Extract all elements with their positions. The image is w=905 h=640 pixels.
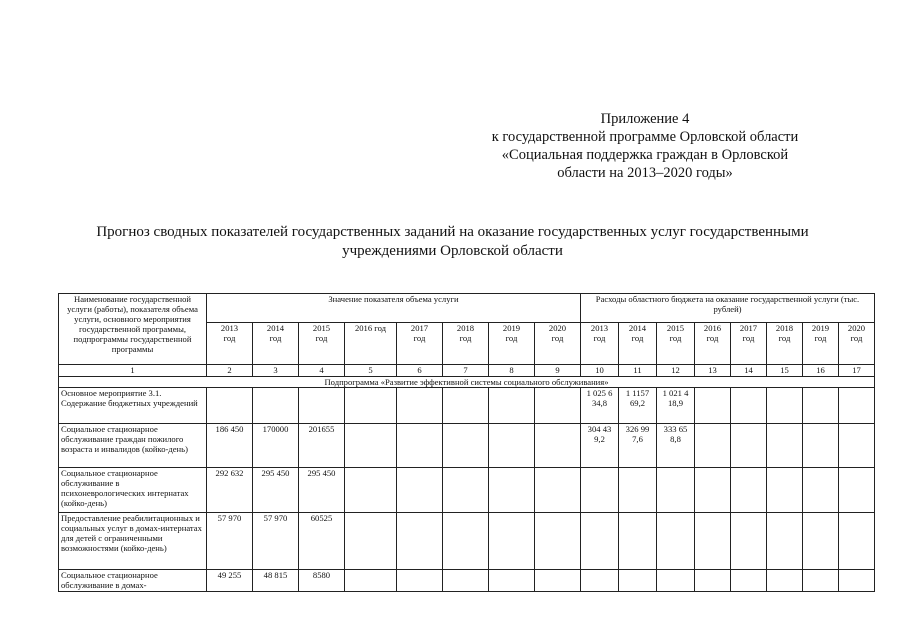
column-number: 13 bbox=[695, 365, 731, 377]
expense-cell bbox=[695, 388, 731, 424]
appendix-header bbox=[480, 110, 810, 182]
column-number: 9 bbox=[535, 365, 581, 377]
service-name-cell: Основное мероприятие 3.1. Содержание бюджетных учреждений bbox=[59, 388, 207, 424]
volume-cell bbox=[535, 388, 581, 424]
expense-cell bbox=[839, 570, 875, 592]
volume-cell: 295 450 bbox=[253, 468, 299, 513]
volume-cell: 57 970 bbox=[207, 513, 253, 570]
year-word: год bbox=[814, 333, 827, 343]
volume-cell bbox=[535, 513, 581, 570]
year-word: год bbox=[315, 333, 328, 343]
volume-cell bbox=[489, 513, 535, 570]
expense-cell bbox=[695, 513, 731, 570]
year-word: год bbox=[593, 333, 606, 343]
expense-cell: 1 021 4 18,9 bbox=[657, 388, 695, 424]
year-word: год bbox=[505, 333, 518, 343]
year-word: год bbox=[459, 333, 472, 343]
volume-cell: 60525 bbox=[299, 513, 345, 570]
volume-year-header bbox=[443, 323, 489, 365]
table-row bbox=[59, 468, 875, 513]
service-name-cell: Социальное стационарное обслуживание в психоневрологических интернатах (койко-день) bbox=[59, 468, 207, 513]
column-number: 10 bbox=[581, 365, 619, 377]
expense-cell bbox=[767, 424, 803, 468]
year-label: 2014 bbox=[628, 323, 647, 333]
year-label: 2013 bbox=[590, 323, 609, 333]
appendix-line: области на 2013–2020 годы» bbox=[557, 165, 733, 181]
volume-cell bbox=[535, 424, 581, 468]
volume-cell bbox=[397, 468, 443, 513]
appendix-line: «Социальная поддержка граждан в Орловской bbox=[501, 147, 789, 163]
volume-cell: 186 450 bbox=[207, 424, 253, 468]
year-label: 2013 bbox=[220, 323, 239, 333]
service-name-cell: Предоставление реабилитационных и социальных услуг в домах-интернатах для детей с ограниченными возможностями (койко-день) bbox=[59, 513, 207, 570]
year-word: год bbox=[850, 333, 863, 343]
appendix-line: Приложение 4 bbox=[600, 111, 690, 127]
volume-cell bbox=[443, 388, 489, 424]
year-label: 2019 bbox=[502, 323, 521, 333]
volume-cell: 49 255 bbox=[207, 570, 253, 592]
year-label: 2019 bbox=[811, 323, 830, 333]
column-number: 2 bbox=[207, 365, 253, 377]
expense-cell bbox=[767, 388, 803, 424]
title-line: учреждениями Орловской области bbox=[342, 243, 563, 259]
column-number: 3 bbox=[253, 365, 299, 377]
forecast-table bbox=[58, 293, 875, 592]
year-word: год bbox=[631, 333, 644, 343]
volume-cell bbox=[345, 424, 397, 468]
year-label: 2020 bbox=[548, 323, 567, 333]
volume-year-header bbox=[345, 323, 397, 365]
year-label: 2018 bbox=[775, 323, 794, 333]
column-number: 1 bbox=[59, 365, 207, 377]
header-volume: Значение показателя объема услуги bbox=[207, 294, 581, 323]
expense-cell bbox=[731, 513, 767, 570]
column-number: 4 bbox=[299, 365, 345, 377]
expense-cell bbox=[581, 468, 619, 513]
header-expense: Расходы областного бюджета на оказание государственной услуги (тыс. рублей) bbox=[581, 294, 875, 323]
expense-year-header bbox=[657, 323, 695, 365]
expense-cell bbox=[839, 468, 875, 513]
expense-cell bbox=[581, 513, 619, 570]
volume-cell bbox=[207, 388, 253, 424]
expense-cell bbox=[803, 424, 839, 468]
expense-cell bbox=[695, 468, 731, 513]
table-row bbox=[59, 388, 875, 424]
expense-cell bbox=[803, 388, 839, 424]
title-line: Прогноз сводных показателей государственных заданий на оказание государственных услуг государственными bbox=[96, 224, 809, 240]
expense-cell: 1 1157 69,2 bbox=[619, 388, 657, 424]
expense-year-header bbox=[839, 323, 875, 365]
column-number: 16 bbox=[803, 365, 839, 377]
expense-cell: 326 99 7,6 bbox=[619, 424, 657, 468]
year-word: год bbox=[551, 333, 564, 343]
year-word: год bbox=[269, 333, 282, 343]
expense-cell bbox=[803, 570, 839, 592]
expense-cell bbox=[581, 570, 619, 592]
volume-cell: 295 450 bbox=[299, 468, 345, 513]
expense-cell bbox=[695, 424, 731, 468]
table-row bbox=[59, 424, 875, 468]
expense-cell bbox=[731, 424, 767, 468]
expense-year-header bbox=[619, 323, 657, 365]
volume-cell bbox=[397, 513, 443, 570]
volume-cell bbox=[489, 388, 535, 424]
expense-year-header bbox=[731, 323, 767, 365]
service-name-cell: Социальное стационарное обслуживание граждан пожилого возраста и инвалидов (койко-день) bbox=[59, 424, 207, 468]
volume-cell bbox=[489, 468, 535, 513]
volume-year-header bbox=[397, 323, 443, 365]
volume-cell: 48 815 bbox=[253, 570, 299, 592]
year-label: 2017 bbox=[410, 323, 429, 333]
volume-cell bbox=[443, 513, 489, 570]
expense-cell bbox=[767, 468, 803, 513]
expense-cell bbox=[657, 468, 695, 513]
volume-cell bbox=[443, 570, 489, 592]
appendix-line: к государственной программе Орловской области bbox=[491, 129, 799, 145]
column-number: 8 bbox=[489, 365, 535, 377]
volume-cell bbox=[397, 388, 443, 424]
column-number: 17 bbox=[839, 365, 875, 377]
service-name-cell: Социальное стационарное обслуживание в домах- bbox=[59, 570, 207, 592]
expense-year-header bbox=[695, 323, 731, 365]
volume-cell bbox=[535, 468, 581, 513]
document-title bbox=[60, 223, 845, 261]
expense-cell: 1 025 6 34,8 bbox=[581, 388, 619, 424]
column-number: 6 bbox=[397, 365, 443, 377]
expense-cell bbox=[619, 570, 657, 592]
volume-year-header bbox=[535, 323, 581, 365]
expense-cell bbox=[731, 388, 767, 424]
year-label: 2018 bbox=[456, 323, 475, 333]
expense-cell bbox=[731, 570, 767, 592]
column-number: 14 bbox=[731, 365, 767, 377]
volume-cell: 8580 bbox=[299, 570, 345, 592]
table-row bbox=[59, 570, 875, 592]
year-label: 2016 bbox=[703, 323, 722, 333]
year-word: год bbox=[778, 333, 791, 343]
volume-cell bbox=[443, 424, 489, 468]
volume-cell bbox=[345, 513, 397, 570]
volume-year-header bbox=[253, 323, 299, 365]
volume-year-header bbox=[207, 323, 253, 365]
volume-cell bbox=[345, 388, 397, 424]
expense-cell bbox=[803, 468, 839, 513]
expense-cell bbox=[839, 513, 875, 570]
expense-cell bbox=[767, 513, 803, 570]
subprogram-row: Подпрограмма «Развитие эффективной системы социального обслуживания» bbox=[59, 377, 875, 388]
expense-cell bbox=[695, 570, 731, 592]
expense-year-header bbox=[767, 323, 803, 365]
year-word: год bbox=[223, 333, 236, 343]
volume-cell bbox=[397, 424, 443, 468]
volume-cell bbox=[489, 570, 535, 592]
expense-cell bbox=[839, 424, 875, 468]
column-number: 7 bbox=[443, 365, 489, 377]
expense-year-header bbox=[803, 323, 839, 365]
year-word: год bbox=[413, 333, 426, 343]
volume-cell bbox=[345, 468, 397, 513]
volume-cell bbox=[489, 424, 535, 468]
expense-cell: 333 65 8,8 bbox=[657, 424, 695, 468]
volume-year-header bbox=[489, 323, 535, 365]
year-label: 2016 год bbox=[354, 323, 387, 333]
year-label: 2015 bbox=[666, 323, 685, 333]
year-label: 2020 bbox=[847, 323, 866, 333]
volume-cell: 57 970 bbox=[253, 513, 299, 570]
volume-cell bbox=[535, 570, 581, 592]
expense-cell bbox=[839, 388, 875, 424]
volume-cell bbox=[299, 388, 345, 424]
year-word: год bbox=[706, 333, 719, 343]
volume-year-header bbox=[299, 323, 345, 365]
year-label: 2017 bbox=[739, 323, 758, 333]
expense-cell: 304 43 9,2 bbox=[581, 424, 619, 468]
expense-year-header bbox=[581, 323, 619, 365]
volume-cell bbox=[443, 468, 489, 513]
volume-cell: 292 632 bbox=[207, 468, 253, 513]
header-service-name: Наименование государственной услуги (работы), показателя объема услуги, основного мероприятия государственной программы, подпрограммы государственной программы bbox=[59, 294, 207, 365]
volume-cell bbox=[253, 388, 299, 424]
year-word: год bbox=[669, 333, 682, 343]
volume-cell: 170000 bbox=[253, 424, 299, 468]
table-row bbox=[59, 513, 875, 570]
volume-cell bbox=[345, 570, 397, 592]
volume-cell bbox=[397, 570, 443, 592]
column-number: 15 bbox=[767, 365, 803, 377]
expense-cell bbox=[731, 468, 767, 513]
expense-cell bbox=[767, 570, 803, 592]
column-number: 5 bbox=[345, 365, 397, 377]
year-word: год bbox=[742, 333, 755, 343]
expense-cell bbox=[657, 570, 695, 592]
expense-cell bbox=[803, 513, 839, 570]
year-label: 2015 bbox=[312, 323, 331, 333]
column-number: 11 bbox=[619, 365, 657, 377]
expense-cell bbox=[619, 513, 657, 570]
volume-cell: 201655 bbox=[299, 424, 345, 468]
year-label: 2014 bbox=[266, 323, 285, 333]
expense-cell bbox=[657, 513, 695, 570]
column-number: 12 bbox=[657, 365, 695, 377]
expense-cell bbox=[619, 468, 657, 513]
